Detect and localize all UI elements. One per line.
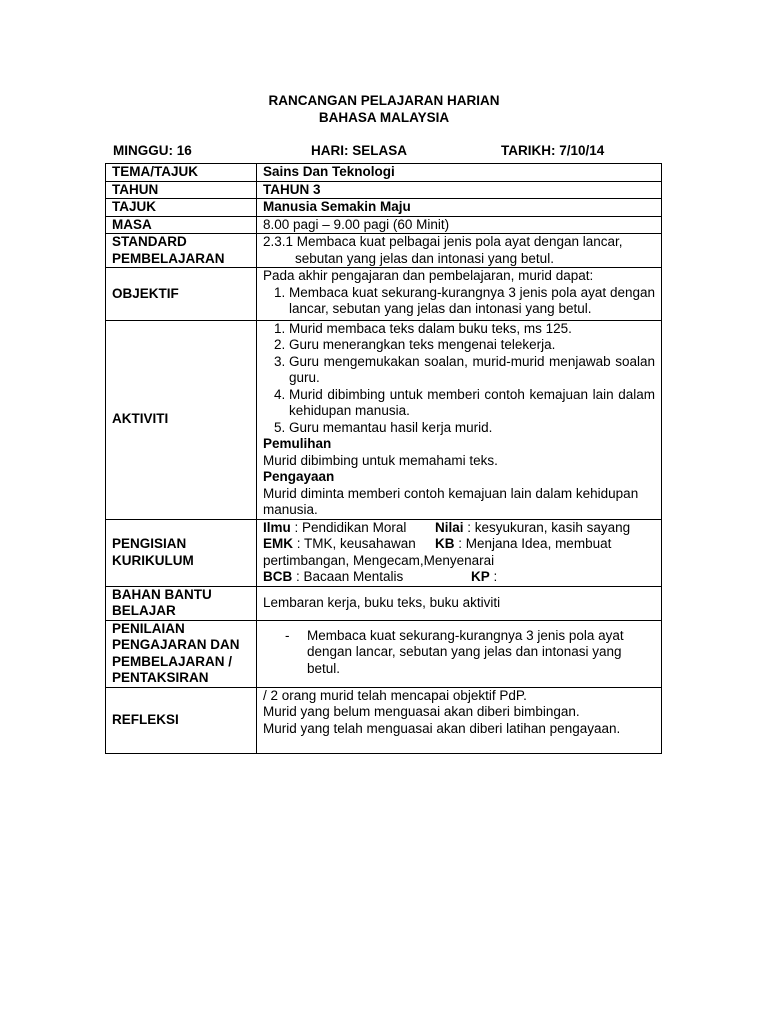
value-masa: 8.00 pagi – 9.00 pagi (60 Minit) xyxy=(257,216,662,234)
penilaian-item xyxy=(263,628,655,678)
label-penilaian-line2: PENGAJARAN DAN xyxy=(112,637,240,652)
table-row-refleksi xyxy=(106,687,662,753)
table-row-masa xyxy=(106,216,662,234)
refleksi-line1: / 2 orang murid telah mencapai objektif PdP. xyxy=(263,687,527,703)
table-row-tema xyxy=(106,164,662,182)
nilai-value: : kesyukuran, kasih sayang xyxy=(463,519,631,535)
list-item: 2. Guru menerangkan teks mengenai telekerja. xyxy=(289,337,655,354)
kp-label: KP xyxy=(471,569,490,584)
value-pengisian xyxy=(257,519,662,586)
dash-bullet: - xyxy=(285,627,290,643)
list-item: 4. Murid dibimbing untuk memberi contoh kemajuan lain dalam kehidupan manusia. xyxy=(289,387,655,420)
value-tajuk: Manusia Semakin Maju xyxy=(257,199,662,217)
ilmu-label: Ilmu xyxy=(263,519,291,535)
label-refleksi: REFLEKSI xyxy=(106,687,257,753)
value-aktiviti xyxy=(257,320,662,519)
table-row-aktiviti xyxy=(106,320,662,519)
label-penilaian-line3: PEMBELAJARAN / xyxy=(112,653,233,669)
list-item: 5. Guru memantau hasil kerja murid. xyxy=(289,420,655,437)
list-item: 1. Membaca kuat sekurang-kurangnya 3 jenis pola ayat dengan lancar, sebutan yang jelas dan intonasi yang betul. xyxy=(289,285,655,318)
kb-label: KB xyxy=(435,536,455,551)
label-penilaian xyxy=(106,620,257,687)
label-penilaian-line4: PENTAKSIRAN xyxy=(112,670,209,685)
list-item: 1. Murid membaca teks dalam buku teks, ms 125. xyxy=(289,321,655,338)
label-bahan-line2: BELAJAR xyxy=(112,603,176,618)
table-row-tajuk xyxy=(106,199,662,217)
label-tema: TEMA/TAJUK xyxy=(106,164,257,182)
standard-line1: 2.3.1 Membaca kuat pelbagai jenis pola ayat dengan lancar, xyxy=(263,234,623,249)
value-tahun: TAHUN 3 xyxy=(257,181,662,199)
objektif-intro: Pada akhir pengajaran dan pembelajaran, murid dapat: xyxy=(263,268,594,283)
table-row-bahan xyxy=(106,586,662,620)
value-bahan: Lembaran kerja, buku teks, buku aktiviti xyxy=(257,586,662,620)
refleksi-line3: Murid yang telah menguasai akan diberi latihan pengayaan. xyxy=(263,720,621,736)
label-bahan xyxy=(106,586,257,620)
pengayaan-text: Murid diminta memberi contoh kemajuan lain dalam kehidupan manusia. xyxy=(263,485,639,517)
label-pengisian xyxy=(106,519,257,586)
pemulihan-title: Pemulihan xyxy=(263,436,332,451)
emk-value: : TMK, keusahawan xyxy=(293,536,416,551)
table-row-standard xyxy=(106,234,662,268)
value-objektif xyxy=(257,268,662,321)
document-title: RANCANGAN PELAJARAN HARIAN xyxy=(268,93,500,108)
refleksi-line2: Murid yang belum menguasai akan diberi bimbingan. xyxy=(263,704,580,719)
minggu-field: MINGGU: 16 xyxy=(113,143,192,158)
document-subtitle: BAHASA MALAYSIA xyxy=(318,110,450,125)
label-pengisian-line2: KURIKULUM xyxy=(112,552,194,568)
pengayaan-title: Pengayaan xyxy=(263,469,335,484)
table-row-pengisian xyxy=(106,519,662,586)
label-pengisian-line1: PENGISIAN xyxy=(112,536,187,551)
label-objektif: OBJEKTIF xyxy=(106,268,257,321)
tarikh-field: TARIKH: 7/10/14 xyxy=(501,143,605,158)
label-tajuk: TAJUK xyxy=(106,199,257,217)
objektif-list xyxy=(263,285,655,318)
label-masa: MASA xyxy=(106,216,257,234)
label-aktiviti: AKTIVITI xyxy=(106,320,257,519)
value-standard xyxy=(257,234,662,268)
table-row-tahun xyxy=(106,181,662,199)
lesson-plan-table xyxy=(105,163,662,754)
bcb-label: BCB xyxy=(263,569,293,584)
table-row-penilaian xyxy=(106,620,662,687)
bcb-kp-line xyxy=(263,569,655,586)
ilmu-value: : Pendidikan Moral xyxy=(290,519,407,535)
label-standard-line1: STANDARD xyxy=(112,234,187,249)
bcb-value: : Bacaan Mentalis xyxy=(292,569,404,584)
aktiviti-list xyxy=(263,321,655,437)
nilai-label: Nilai xyxy=(435,519,464,535)
value-refleksi xyxy=(257,687,662,753)
value-tema: Sains Dan Teknologi xyxy=(257,164,662,182)
value-penilaian xyxy=(257,620,662,687)
standard-line2: sebutan yang jelas dan intonasi yang betul. xyxy=(295,250,554,266)
pemulihan-text: Murid dibimbing untuk memahami teks. xyxy=(263,452,498,468)
kb-value: : Menjana Idea, membuat pertimbangan, Mengecam,Menyenarai xyxy=(263,536,612,568)
kp-value: : xyxy=(489,569,498,584)
list-item: 3. Guru mengemukakan soalan, murid-murid menjawab soalan guru. xyxy=(289,354,655,387)
label-standard xyxy=(106,234,257,268)
penilaian-text: Membaca kuat sekurang-kurangnya 3 jenis pola ayat dengan lancar, sebutan yang jelas dan intonasi yang betul. xyxy=(307,627,624,676)
ilmu-nilai-line xyxy=(263,520,655,537)
label-penilaian-line1: PENILAIAN xyxy=(112,620,185,636)
label-bahan-line1: BAHAN BANTU xyxy=(112,586,212,602)
emk-kb-line xyxy=(263,536,655,569)
emk-label: EMK xyxy=(263,536,293,551)
table-row-objektif xyxy=(106,268,662,321)
hari-field: HARI: SELASA xyxy=(311,143,408,158)
label-standard-line2: PEMBELAJARAN xyxy=(112,250,225,266)
label-tahun: TAHUN xyxy=(106,181,257,199)
